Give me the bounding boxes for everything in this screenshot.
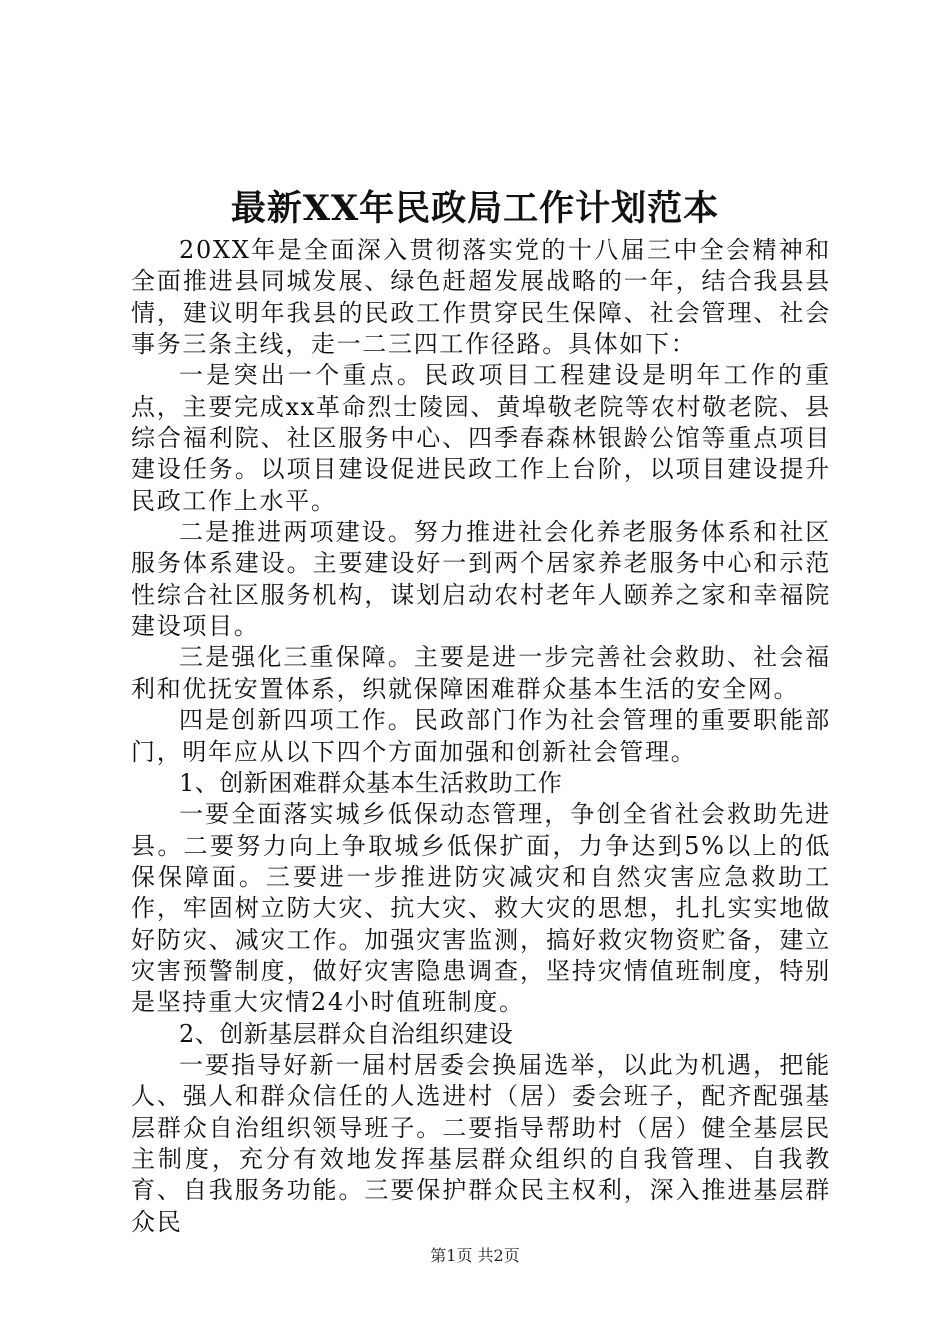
paragraph-relief-work: 一要全面落实城乡低保动态管理，争创全省社会救助先进县。二要努力向上争取城乡低保扩面，力争达到5%以上的低保保障面。三要进一步推进防灾减灾和自然灾害应急救助工作，牢固树立防大灾、抗大灾、救大灾的思想，扎扎实实地做好防灾、减灾工作。加强灾害监测，搞好救灾物资贮备，建立灾害预警制度，做好灾害隐患调查，坚持灾情值班制度，特别是坚持重大灾情24小时值班制度。 [131, 800, 831, 1017]
paragraph-point-four: 四是创新四项工作。民政部门作为社会管理的重要职能部门，明年应从以下四个方面加强和创新社会管理。 [131, 706, 831, 766]
paragraph-self-governance: 一要指导好新一届村居委会换届选举，以此为机遇，把能人、强人和群众信任的人选进村（居）委会班子，配齐配强基层群众自治组织领导班子。二要指导帮助村（居）健全基层民主制度，充分有效地发挥基层群众组织的自我管理、自我教育、自我服务功能。三要保护群众民主权利，深入推进基层群众民 [131, 1050, 831, 1236]
paragraph-intro: 20XX年是全面深入贯彻落实党的十八届三中全会精神和全面推进县同城发展、绿色赶超发展战略的一年，结合我县县情，建议明年我县的民政工作贯穿民生保障、社会管理、社会事务三条主线，走一二三四工作径路。具体如下： [131, 236, 831, 359]
paragraph-point-one: 一是突出一个重点。民政项目工程建设是明年工作的重点，主要完成xx革命烈士陵园、黄埠敬老院等农村敬老院、县综合福利院、社区服务中心、四季春森林银龄公馆等重点项目建设任务。以项目建设促进民政工作上台阶，以项目建设提升民政工作上水平。 [131, 361, 831, 515]
paragraph-point-three: 三是强化三重保障。主要是进一步完善社会救助、社会福利和优抚安置体系，织就保障困难群众基本生活的安全网。 [131, 643, 831, 703]
paragraph-point-two: 二是推进两项建设。努力推进社会化养老服务体系和社区服务体系建设。主要建设好一到两个居家养老服务中心和示范性综合社区服务机构，谋划启动农村老年人颐养之家和幸福院建设项目。 [131, 518, 831, 641]
subheading-relief-work: 1、创新困难群众基本生活救助工作 [179, 768, 563, 797]
document-body [131, 235, 831, 1238]
page-number-footer: 第1页 共2页 [430, 1246, 520, 1265]
document-title: 最新XX年民政局工作计划范本 [230, 188, 720, 229]
subheading-self-governance: 2、创新基层群众自治组织建设 [179, 1019, 514, 1048]
